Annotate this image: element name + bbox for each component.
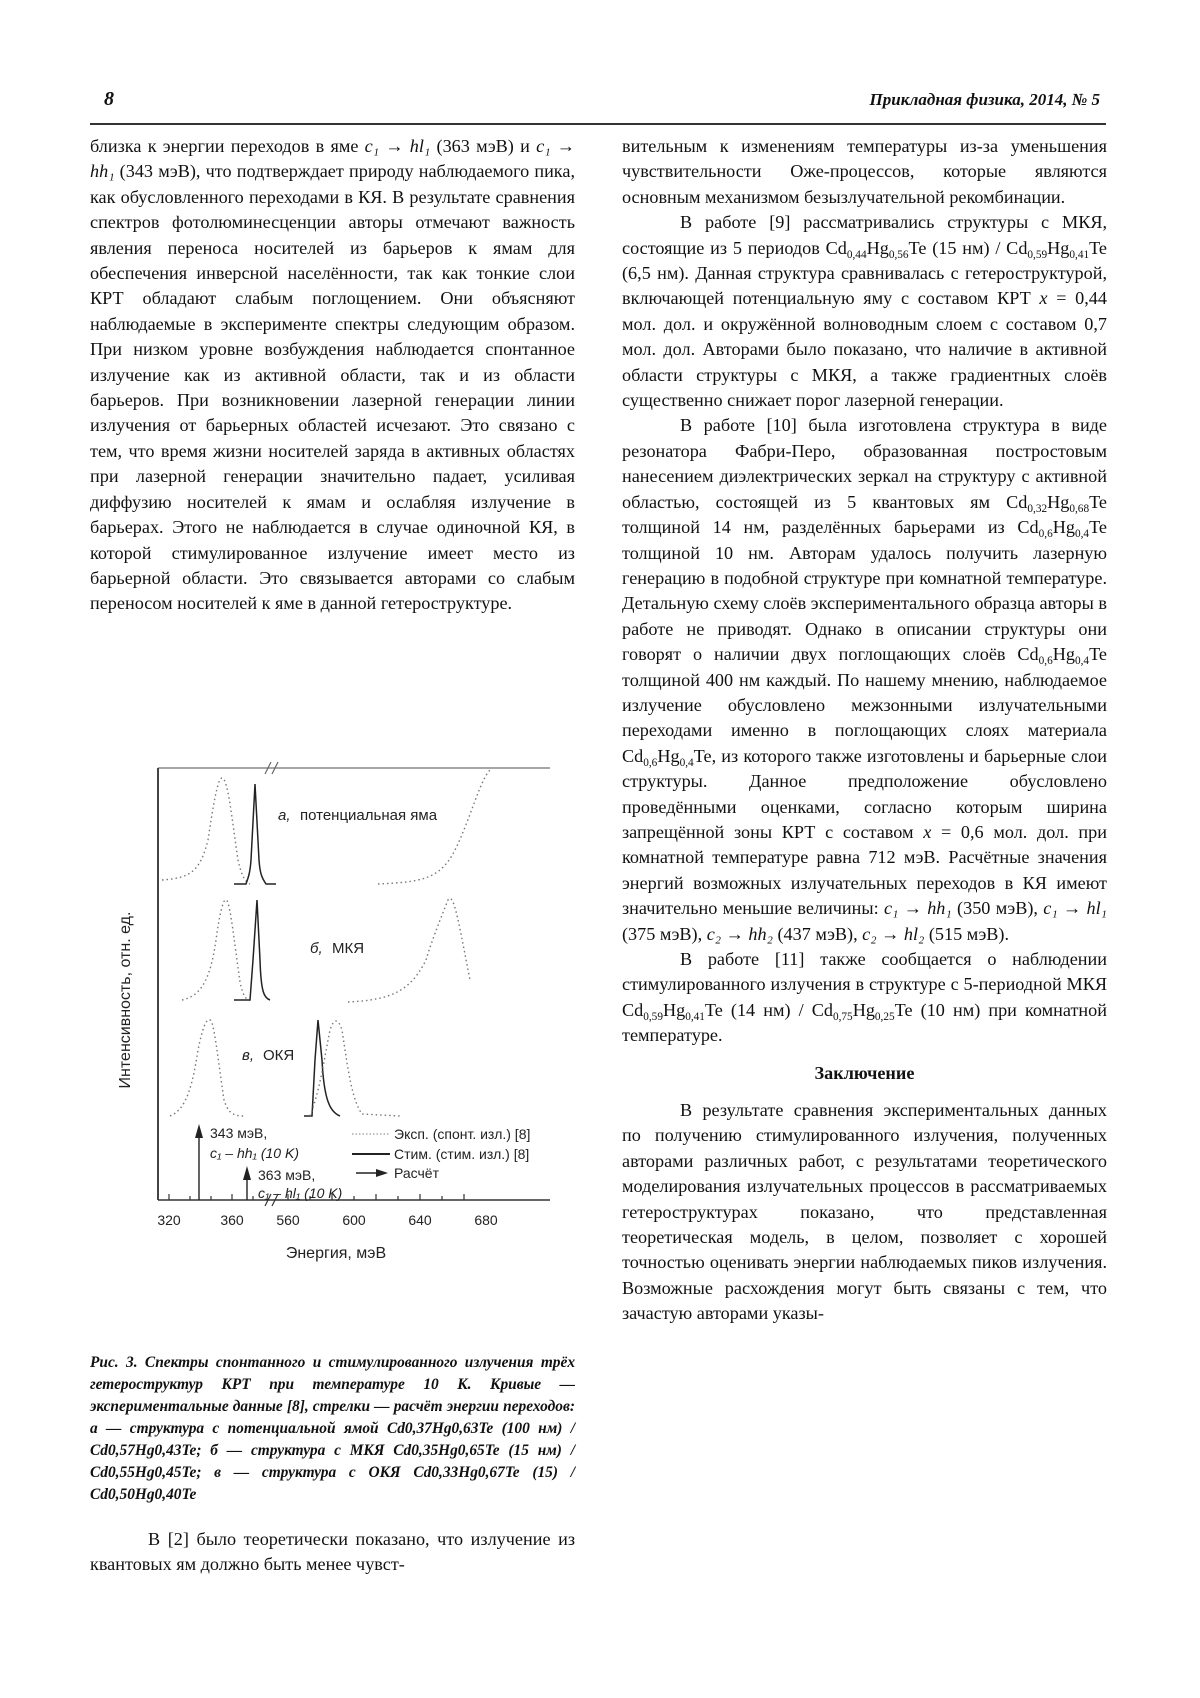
text: Hg bbox=[1052, 644, 1075, 665]
x-tick-680: 680 bbox=[474, 1212, 498, 1228]
transition-formula: c₁ → hh₁ bbox=[90, 136, 575, 182]
y-axis-label: Интенсивность, отн. ед. bbox=[117, 911, 134, 1089]
text: Te толщиной 400 нм каждый. По нашему мнению, наблюдаемое излучение обусловлено межзонными излучательными переходами именно в поглощающих слоях материала Cd bbox=[622, 644, 1107, 766]
text: Te (15 нм) / Cd bbox=[908, 237, 1028, 258]
x-tick-560: 560 bbox=[276, 1212, 300, 1228]
text: (363 мэВ) и bbox=[430, 136, 537, 156]
x-tick-600: 600 bbox=[342, 1212, 366, 1228]
text: Hg bbox=[1047, 237, 1070, 258]
x-tick-640: 640 bbox=[408, 1212, 432, 1228]
text: Hg bbox=[866, 237, 889, 258]
paragraph bbox=[622, 210, 1107, 413]
arrow2-value: 363 мэВ, bbox=[258, 1167, 316, 1183]
subscript: 0,25 bbox=[874, 1010, 895, 1023]
arrow1-label: c₁ – hh₁ (10 K) bbox=[210, 1145, 299, 1161]
transition-formula: c₁ → hl₁ bbox=[364, 136, 431, 156]
text: Hg bbox=[662, 999, 686, 1020]
panel-b-letter: б, bbox=[310, 940, 323, 957]
subscript: 0,59 bbox=[643, 1010, 663, 1023]
left-column bbox=[90, 134, 575, 617]
text: В работе [9] рассматривались структуры с МКЯ, состоящие из 5 периодов Cd bbox=[622, 212, 1107, 258]
text: Te (10 нм) при комнатной температуре. bbox=[622, 999, 1107, 1046]
subscript: 0,4 bbox=[679, 756, 694, 769]
subscript: 0,6 bbox=[643, 756, 658, 769]
text: = 0,6 мол. дол. при комнатной температуре равна 712 мэВ. Расчётные значения энергий возможных излучательных переходов в КЯ имеют значительно меньшие величины: bbox=[622, 821, 1107, 919]
figure-3-spectra-chart bbox=[110, 760, 570, 1340]
panel-c-letter: в, bbox=[242, 1047, 254, 1064]
caption-lead: Рис. 3. bbox=[90, 1354, 138, 1371]
variable: x bbox=[1039, 288, 1048, 309]
text: = 0,44 мол. дол. и окружённой волноводным слоем с составом 0,7 мол. дол. Авторами было показано, что наличие в активной области структуры с МКЯ, а также градиентных слоёв существенно снижает порог лазерной генерации. bbox=[622, 288, 1107, 411]
paragraph bbox=[622, 413, 1107, 947]
figure-caption bbox=[90, 1352, 575, 1506]
text: (343 мэВ), что подтверждает природу наблюдаемого пика, как обусловленного переходами в КЯ. В результате сравнения спектров фотолюминесценции авторы отмечают важность явления переноса носителей из барьеров к ямам для обеспечения инверсной населённости, так как тонкие слои КРТ обладают слабым поглощением. Они объясняют наблюдаемые в эксперименте спектры следующим образом. При низком уровне возбуждения наблюдается спонтанное излучение как из активной области, так и из области барьеров. При возникновении лазерной генерации линии излучения от барьерных областей исчезают. Это связано с тем, что время жизни носителей заряда в активных областях при лазерной генерации значительно падает, усиливая диффузию носителей к ямам и ослабляя излучение в барьерах. Этого не наблюдается в случае одиночной КЯ, в которой стимулированное излучение имеет место из барьерной области. Это связывается авторами со слабым переносом носителей к яме в данной гетероструктуре. bbox=[90, 161, 575, 614]
chart-legend bbox=[352, 1126, 530, 1181]
legend-calculation: Расчёт bbox=[394, 1165, 439, 1181]
subscript: 0,44 bbox=[846, 248, 867, 261]
transition-formula: c₂ → hh₂ bbox=[706, 923, 773, 944]
text: (515 мэВ). bbox=[924, 923, 1010, 944]
text: близка к энергии переходов в яме bbox=[90, 136, 365, 156]
panel-a-label: потенциальная яма bbox=[300, 807, 438, 824]
subscript: 0,75 bbox=[832, 1010, 853, 1023]
text: (437 мэВ), bbox=[772, 923, 863, 944]
subscript: 0,32 bbox=[1027, 502, 1048, 515]
text: Hg bbox=[1052, 517, 1075, 538]
arrow1-value: 343 мэВ, bbox=[210, 1125, 268, 1141]
x-tick-320: 320 bbox=[157, 1212, 181, 1228]
text: В работе [10] была изготовлена структура в виде резонатора Фабри-Перо, образованная постростовым нанесением диэлектрических зеркал на структуру с активной областью, состоящей из 5 квантовых ям Cd bbox=[622, 415, 1107, 512]
text: (375 мэВ), bbox=[622, 923, 707, 944]
caption-text: Спектры спонтанного и стимулированного излучения трёх гетероструктур КРТ при температуре 10 К. Кривые — экспериментальные данные [8], стрелки — расчёт энергии переходов: а — структура с потенциальной ямой bbox=[90, 1354, 576, 1437]
page-header bbox=[90, 88, 1106, 118]
formula-b: Cd0,35Hg0,65Te (15 нм) / Cd0,55Hg0,45Te bbox=[90, 1442, 575, 1481]
subscript: 0,56 bbox=[888, 248, 909, 261]
right-column bbox=[622, 134, 1107, 1327]
text: Te толщиной 14 нм, разделённых барьерами из Cd bbox=[622, 491, 1107, 538]
variable: x bbox=[923, 821, 932, 842]
formula-a: Cd0,37Hg0,63Te (100 нм) / Cd0,57Hg0,43Te bbox=[90, 1420, 575, 1459]
formula-c: Cd0,33Hg0,67Te (15) / Cd0,50Hg0,40Te bbox=[90, 1464, 575, 1503]
caption-text: ; б — структура с МКЯ bbox=[196, 1442, 394, 1459]
transition-formula: c₂ → hl₂ bbox=[862, 923, 925, 944]
text: Hg bbox=[852, 999, 875, 1020]
subscript: 0,68 bbox=[1069, 502, 1090, 515]
legend-experimental: Эксп. (спонт. изл.) [8] bbox=[394, 1126, 531, 1142]
legend-stimulated: Стим. (стим. изл.) [8] bbox=[394, 1146, 530, 1162]
text: Te (6,5 нм). Данная структура сравнивалась с гетероструктурой, включающей потенциальную яму с составом КРТ bbox=[622, 237, 1108, 309]
text: Te толщиной 10 нм. Авторам удалось получить лазерную генерацию в подобной структуре при комнатной температуре. Детальную схему слоёв экспериментального образца авторы в работе не приводят. Однако в описании структуры они говорят о наличии двух поглощающих слоёв Cd bbox=[622, 517, 1107, 665]
paragraph: вительным к изменениям температуры из-за уменьшения чувствительности Оже-процессов, которые являются основным механизмом безызлучательной рекомбинации. bbox=[622, 136, 1107, 207]
text: Te, из которого также изготовлены и барьерные слои структуры. Данное предположение обусловлено проведёнными оценками, согласно которым ширина запрещённой зоны КРТ с составом bbox=[622, 745, 1107, 842]
text: Hg bbox=[1047, 491, 1070, 512]
panel-b-label: МКЯ bbox=[332, 940, 365, 957]
left-column-continuation bbox=[90, 1527, 575, 1578]
panel-c-label: ОКЯ bbox=[263, 1047, 295, 1064]
paragraph: В результате сравнения экспериментальных данных по получению стимулированного излучения, полученных авторами различных работ, с результатами теоретического моделирования излучательных процессов в рассматриваемых гетероструктурах показано, что представленная теоретическая модель, в целом, позволяет с хорошей точностью оценивать энергии наблюдаемых пиков излучения. Возможные расхождения могут быть связаны с тем, что зачастую авторами указы- bbox=[622, 1100, 1107, 1324]
page-number: 8 bbox=[104, 88, 114, 110]
arrow2-label: c₁ – hl₁ (10 K) bbox=[258, 1185, 343, 1201]
subscript: 0,41 bbox=[1069, 248, 1090, 261]
subscript: 0,41 bbox=[685, 1010, 705, 1023]
text: Te (14 нм) / Cd bbox=[704, 999, 833, 1020]
paragraph bbox=[90, 134, 575, 617]
text: (350 мэВ), bbox=[951, 898, 1044, 919]
paragraph bbox=[622, 947, 1107, 1049]
caption-text: ; в — структура с ОКЯ bbox=[196, 1464, 414, 1481]
subscript: 0,4 bbox=[1074, 655, 1090, 668]
subscript: 0,59 bbox=[1027, 248, 1048, 261]
section-title-conclusion: Заключение bbox=[814, 1062, 915, 1083]
subscript: 0,4 bbox=[1074, 528, 1090, 541]
subscript: 0,6 bbox=[1038, 655, 1053, 668]
text: Hg bbox=[657, 745, 680, 766]
x-tick-360: 360 bbox=[220, 1212, 244, 1228]
journal-title: Прикладная физика, 2014, № 5 bbox=[869, 90, 1100, 109]
paragraph: В [2] было теоретически показано, что излучение из квантовых ям должно быть менее чувст- bbox=[90, 1529, 575, 1575]
panel-a-letter: а, bbox=[278, 807, 291, 824]
x-axis-label: Энергия, мэВ bbox=[285, 1245, 387, 1262]
header-rule bbox=[90, 123, 1106, 125]
transition-formula: c₁ → hh₁ bbox=[883, 898, 952, 919]
subscript: 0,6 bbox=[1038, 528, 1053, 541]
text: В работе [11] также сообщается о наблюдении стимулированного излучения в структуре с 5-периодной МКЯ Cd bbox=[622, 949, 1107, 1020]
transition-formula: c₁ → hl₁ bbox=[1043, 898, 1107, 919]
